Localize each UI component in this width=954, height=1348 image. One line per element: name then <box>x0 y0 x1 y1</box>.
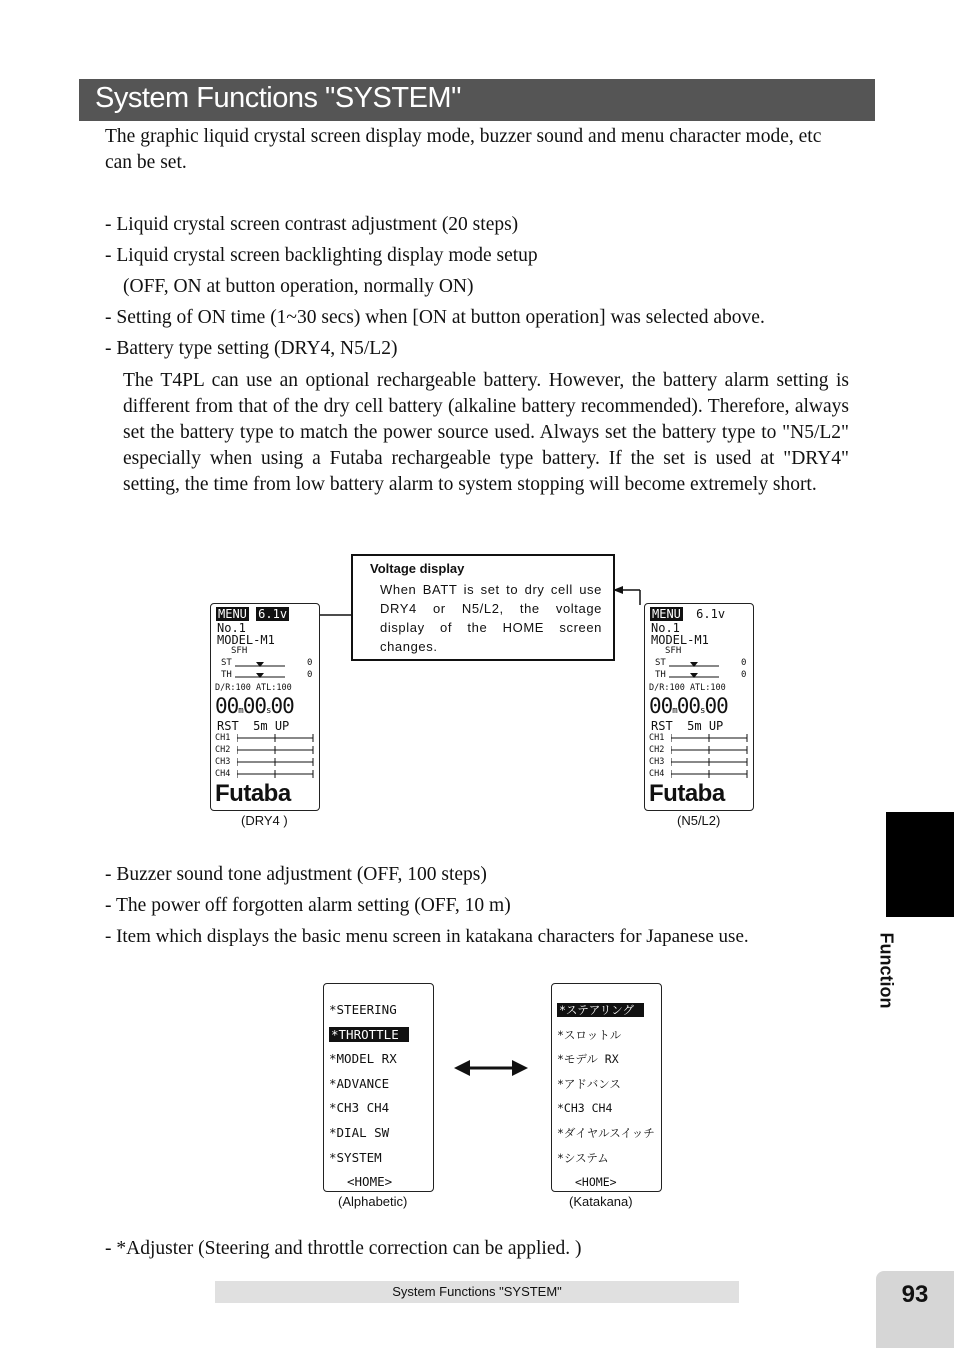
trim-bars <box>235 660 287 682</box>
section-tab-marker <box>886 812 954 917</box>
double-arrow-icon <box>452 1056 530 1080</box>
st-label: ST <box>655 658 666 668</box>
menu-label: MENU <box>652 607 681 621</box>
callout-body: When BATT is set to dry cell use DRY4 or N5/L2, the voltage display of the HOME screen changes. <box>380 582 602 654</box>
menu-item: *CH3 CH4 <box>557 1101 613 1116</box>
bullet-poweroff-alarm: - The power off forgotten alarm setting (OFF, 10 m) <box>105 895 511 916</box>
trim-bars <box>669 660 721 682</box>
menu-item: *システム <box>557 1150 609 1165</box>
rst-row: RST 5m UP <box>651 719 724 733</box>
channel-labels: CH1 CH2 CH3 CH4 <box>215 733 231 779</box>
bullet-adjuster: - *Adjuster (Steering and throttle correction can be applied. ) <box>105 1238 582 1259</box>
th-label: TH <box>221 670 232 680</box>
battery-note: The T4PL can use an optional rechargeable battery. However, the battery alarm setting is different from that of the dry cell battery (alkaline battery recommended). Therefore, always set the battery type to match the power source used. Always set the battery type to "N5/L2" especially when using a Futaba rechargeable type battery. If the set is used at "DRY4" setting, the time from low battery alarm to system stopping will become extremely short. <box>123 370 849 495</box>
page-number: 93 <box>901 1281 929 1308</box>
bullet-buzzer: - Buzzer sound tone adjustment (OFF, 100 steps) <box>105 864 487 885</box>
intro-paragraph: The graphic liquid crystal screen display mode, buzzer sound and menu character mode, etc can be set. <box>105 126 822 173</box>
voltage-readout: 6.1v <box>258 607 288 621</box>
futaba-logo: Futaba <box>649 780 725 807</box>
bullet-ontime: - Setting of ON time (1~30 secs) when [ON at button operation] was selected above. <box>105 307 765 328</box>
arrow-right-icon <box>613 586 623 594</box>
st-value: 0 <box>741 658 747 668</box>
bullet-contrast: - Liquid crystal screen contrast adjustment (20 steps) <box>105 214 519 235</box>
menu-label: MENU <box>218 607 247 621</box>
caption-n5l2: (N5/L2) <box>677 813 721 828</box>
running-footer: System Functions "SYSTEM" <box>215 1281 739 1303</box>
futaba-logo: Futaba <box>215 780 291 807</box>
sfh-label: SFH <box>231 646 248 656</box>
model-name: MODEL-M1 <box>651 633 709 647</box>
menu-item: *ダイヤルスイッチ <box>557 1125 655 1140</box>
dr-atl: D/R:100 ATL:100 <box>649 683 726 693</box>
model-name: MODEL-M1 <box>217 633 275 647</box>
menu-item-selected: *THROTTLE <box>329 1027 409 1042</box>
th-value: 0 <box>307 670 313 680</box>
caption-alphabetic: (Alphabetic) <box>338 1194 408 1209</box>
dr-atl: D/R:100 ATL:100 <box>215 683 292 693</box>
menu-item-home: <HOME> <box>347 1174 393 1190</box>
model-no: No.1 <box>651 621 680 635</box>
menu-item: *SYSTEM <box>329 1149 382 1165</box>
menu-item: *DIAL SW <box>329 1124 390 1140</box>
caption-dry4: (DRY4 ) <box>241 813 288 828</box>
rst-row: RST 5m UP <box>217 719 290 733</box>
home-screen-n5l2 <box>644 603 754 811</box>
bullet-backlight-options: (OFF, ON at button operation, normally ON) <box>123 276 474 297</box>
caption-katakana: (Katakana) <box>569 1194 633 1209</box>
menu-item: *スロットル <box>557 1027 622 1042</box>
bullet-katakana: - Item which displays the basic menu screen in katakana characters for Japanese use. <box>105 926 749 947</box>
bullet-backlight: - Liquid crystal screen backlighting display mode setup <box>105 245 538 266</box>
menu-item-home: <HOME> <box>575 1175 617 1190</box>
channel-bars <box>237 732 315 780</box>
menu-item-selected: *ステアリング <box>557 1003 644 1017</box>
sfh-label: SFH <box>665 646 682 656</box>
th-label: TH <box>655 670 666 680</box>
menu-item: *ADVANCE <box>329 1075 390 1091</box>
channel-labels: CH1 CH2 CH3 CH4 <box>649 733 665 779</box>
voltage-readout: 6.1v <box>696 607 726 621</box>
menu-item: *CH3 CH4 <box>329 1100 390 1116</box>
menu-screen-alphabetic <box>323 983 434 1192</box>
menu-item: *MODEL RX <box>329 1051 397 1067</box>
timer-display: 00m00s00 <box>649 694 728 718</box>
menu-item: *モデル RX <box>557 1052 619 1067</box>
st-label: ST <box>221 658 232 668</box>
callout-arrows <box>300 560 660 630</box>
bullet-battery: - Battery type setting (DRY4, N5/L2) <box>105 338 398 359</box>
menu-list-kata <box>557 998 655 1195</box>
timer-display: 00m00s00 <box>215 694 294 718</box>
callout-title: Voltage display <box>370 561 465 576</box>
page-title: System Functions "SYSTEM" <box>95 82 461 114</box>
model-no: No.1 <box>217 621 246 635</box>
st-value: 0 <box>307 658 313 668</box>
section-tab-label: Function <box>876 932 897 1009</box>
channel-bars <box>671 732 749 780</box>
menu-screen-katakana <box>551 983 662 1192</box>
menu-item: *STEERING <box>329 1002 397 1017</box>
th-value: 0 <box>741 670 747 680</box>
home-screen-dry4 <box>210 603 320 811</box>
menu-list-alpha <box>329 998 409 1195</box>
menu-item: *アドバンス <box>557 1076 621 1091</box>
